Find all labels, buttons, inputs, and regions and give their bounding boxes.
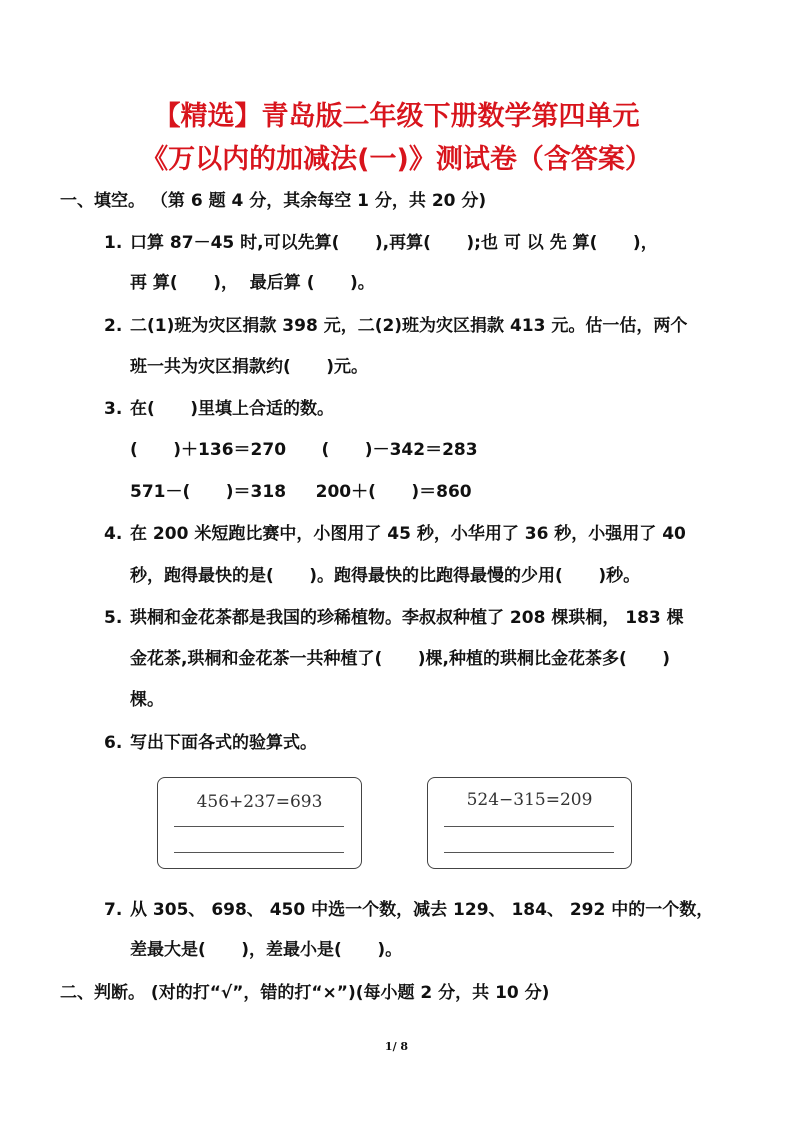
question-2-line-1: 二(1)班为灾区捐款 398 元，二(2)班为灾区捐款 413 元。估一估，两个 xyxy=(130,316,688,336)
page-number: 1/ 8 xyxy=(384,1040,409,1053)
box-equation: 524−315=209 xyxy=(466,790,593,810)
answer-line[interactable] xyxy=(444,852,614,853)
question-3-line-2: ( )＋136＝270 ( )－342＝283 xyxy=(130,440,478,460)
verification-box-2 xyxy=(427,777,632,869)
question-number: 4. xyxy=(104,524,123,544)
page-subtitle: 《万以内的加减法(一)》测试卷（含答案） xyxy=(141,144,652,175)
question-1-line-1: 口算 87－45 时,可以先算( ),再算( );也 可 以 先 算( )， xyxy=(130,233,658,253)
verification-box-1 xyxy=(157,777,362,869)
question-7-line-2: 差最大是( )，差最小是( )。 xyxy=(130,940,403,960)
question-number: 2. xyxy=(104,316,123,336)
question-1-line-2: 再 算( )， 最后算 ( )。 xyxy=(130,273,375,293)
question-3-line-3: 571－( )＝318 200＋( )＝860 xyxy=(130,482,472,502)
page-title: 【精选】青岛版二年级下册数学第四单元 xyxy=(153,101,640,132)
question-number: 1. xyxy=(104,233,123,253)
answer-line[interactable] xyxy=(174,826,344,827)
section-heading-true-false: 二、判断。 (对的打“√”，错的打“×”)(每小题 2 分，共 10 分) xyxy=(60,983,550,1003)
question-4-line-1: 在 200 米短跑比赛中，小图用了 45 秒，小华用了 36 秒，小强用了 40 xyxy=(130,524,686,544)
question-number: 5. xyxy=(104,608,123,628)
question-number: 6. xyxy=(104,733,123,753)
question-5-line-1: 珙桐和金花茶都是我国的珍稀植物。李叔叔种植了 208 棵珙桐， 183 棵 xyxy=(130,608,684,628)
section-heading-fill-blank: 一、填空。 （第 6 题 4 分，其余每空 1 分，共 20 分) xyxy=(60,191,487,211)
question-4-line-2: 秒，跑得最快的是( )。跑得最快的比跑得最慢的少用( )秒。 xyxy=(130,566,641,586)
answer-line[interactable] xyxy=(444,826,614,827)
answer-line[interactable] xyxy=(174,852,344,853)
question-7-line-1: 从 305、 698、 450 中选一个数，减去 129、 184、 292 中的一个数， xyxy=(130,900,714,920)
question-3-line-1: 在( )里填上合适的数。 xyxy=(130,399,335,419)
question-5-line-3: 棵。 xyxy=(130,690,164,710)
question-number: 7. xyxy=(104,900,123,920)
box-equation: 456+237=693 xyxy=(196,792,323,812)
question-2-line-2: 班一共为灾区捐款约( )元。 xyxy=(130,357,369,377)
question-6-line-1: 写出下面各式的验算式。 xyxy=(130,733,317,753)
question-number: 3. xyxy=(104,399,123,419)
question-5-line-2: 金花茶,珙桐和金花茶一共种植了( )棵,种植的珙桐比金花茶多( ) xyxy=(130,649,671,669)
